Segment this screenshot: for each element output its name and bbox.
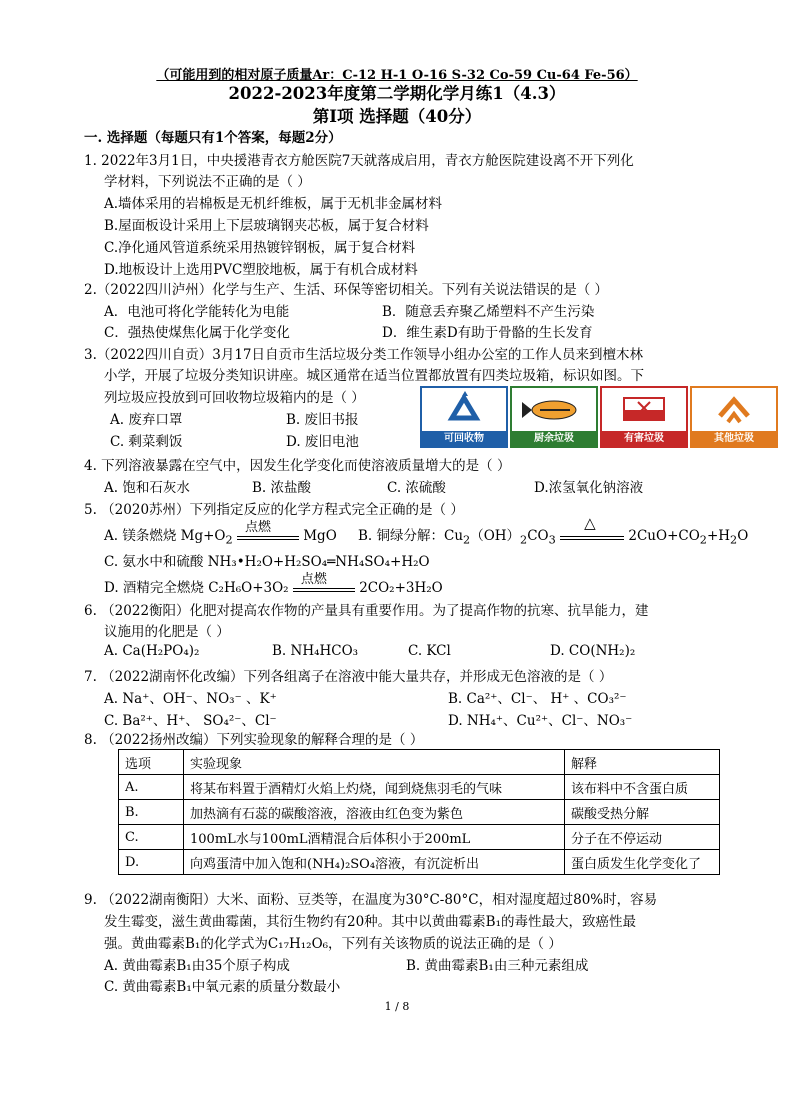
row-phenomenon: 向鸡蛋清中加入饱和(NH₄)₂SO₄溶液，有沉淀析出	[184, 850, 565, 875]
q3-stem-cont: 小学，开展了垃圾分类知识讲座。城区通常在适当位置都放置有四类垃圾箱，标识如图。下	[104, 368, 644, 384]
hazardous-waste-label: 有害垃圾	[602, 431, 686, 446]
q3-option-c: C. 剩菜剩饭	[110, 434, 183, 450]
q6-stem-cont: 议施用的化肥是（ ）	[104, 624, 230, 640]
kitchen-waste-label: 厨余垃圾	[512, 431, 596, 446]
q9-stem-cont2: 强。黄曲霉素B₁的化学式为C₁₇H₁₂O₆，下列有关该物质的说法正确的是（ ）	[104, 936, 562, 952]
q9-option-c: C. 黄曲霉素B₁中氧元素的质量分数最小	[104, 979, 341, 995]
q5-b-condition: △	[584, 513, 596, 532]
part-heading: 一. 选择题（每题只有1个答案，每题2分）	[84, 130, 342, 146]
q1-option-a: A.墙体采用的岩棉板是无机纤维板，属于无机非金属材料	[104, 196, 443, 212]
row-option: A.	[119, 775, 184, 800]
q1-stem: 1. 2022年3月1日，中央援港青衣方舱医院7天就落成启用，青衣方舱医院建设离不开下列化	[84, 153, 634, 169]
q5-option-a: A. 镁条燃烧 $Mg+O_2$ 点燃 MgO	[104, 524, 337, 547]
waste-bin-signs	[420, 386, 775, 446]
q2-stem: 2.（2022四川泸州）化学与生产、生活、环保等密切相关。下列有关说法错误的是（ ）	[84, 282, 609, 298]
q5-a-arrow	[237, 519, 299, 544]
q2-option-a: A．电池可将化学能转化为电能	[104, 304, 290, 320]
recycle-icon	[422, 388, 506, 432]
hazardous-waste-sign	[600, 386, 688, 448]
atomic-masses-note: （可能用到的相对原子质量Ar：C-12 H-1 O-16 S-32 Co-59 Cu-64 Fe-56）	[156, 68, 638, 83]
table-row	[119, 825, 720, 850]
q2-option-c: C．强热使煤焦化属于化学变化	[104, 325, 290, 341]
recyclable-label: 可回收物	[422, 431, 506, 446]
other-waste-icon	[692, 388, 776, 432]
header-option: 选项	[119, 750, 184, 775]
q5-stem: 5. （2020苏州）下列指定反应的化学方程式完全正确的是（ ）	[84, 502, 464, 518]
q5-b-reactant: B. 铜绿分解：Cu	[358, 528, 464, 544]
q5-b-products: 2CuO+CO	[628, 528, 700, 544]
page-title: 2022-2023年度第二学期化学月练1（4.3）	[228, 84, 566, 103]
page-number: 1 / 8	[384, 1000, 410, 1013]
kitchen-waste-sign	[510, 386, 598, 448]
q1-option-c: C.净化通风管道系统采用热镀锌钢板，属于复合材料	[104, 240, 416, 256]
q5-d-products: 2CO₂+3H₂O	[359, 580, 443, 596]
header-phenomenon: 实验现象	[184, 750, 565, 775]
table-row	[119, 800, 720, 825]
row-explanation: 分子在不停运动	[565, 825, 720, 850]
header-explanation: 解释	[565, 750, 720, 775]
q7-option-a: A. Na⁺、OH⁻、NO₃⁻ 、K⁺	[104, 691, 277, 707]
q4-option-a: A. 饱和石灰水	[104, 480, 190, 496]
q2-option-d: D．维生素D有助于骨骼的生长发育	[382, 325, 593, 341]
q9-stem: 9. （2022湖南衡阳）大米、面粉、豆类等，在温度为30°C-80°C，相对湿度超过80%时，容易	[84, 892, 658, 908]
q5-b-oxygen: O	[737, 528, 749, 544]
q9-option-a: A. 黄曲霉素B₁由35个原子构成	[104, 958, 290, 974]
q5-d-condition: 点燃	[300, 571, 327, 587]
row-phenomenon: 将某布料置于酒精灯火焰上灼烧，闻到烧焦羽毛的气味	[184, 775, 565, 800]
q5-b-water: +H	[706, 528, 731, 544]
q9-stem-cont: 发生霉变，滋生黄曲霉菌，其衍生物约有20种。其中以黄曲霉素B₁的毒性最大，致癌性最	[104, 914, 637, 930]
other-waste-label: 其他垃圾	[692, 431, 776, 446]
q8-stem: 8. （2022扬州改编）下列实验现象的解释合理的是（ ）	[84, 732, 424, 748]
q6-option-b: B. NH₄HCO₃	[272, 643, 359, 659]
row-option: B.	[119, 800, 184, 825]
q6-option-c: C. KCl	[408, 643, 451, 659]
q5-b-hydroxide: （OH）	[470, 528, 521, 544]
row-explanation: 碳酸受热分解	[565, 800, 720, 825]
recyclable-bin-sign	[420, 386, 508, 448]
q7-option-d: D. NH₄⁺、Cu²⁺、Cl⁻、NO₃⁻	[448, 713, 633, 729]
q1-option-d: D.地板设计上选用PVC塑胶地板，属于有机合成材料	[104, 262, 418, 278]
section-title: 第Ⅰ项 选择题（40分）	[312, 107, 482, 126]
q5-option-c: C. 氨水中和硫酸 NH₃•H₂O+H₂SO₄═NH₄SO₄+H₂O	[104, 554, 430, 570]
row-phenomenon: 100mL水与100mL酒精混合后体积小于200mL	[184, 825, 565, 850]
hazard-icon	[602, 388, 686, 432]
fish-bone-icon	[512, 388, 596, 432]
q5-option-d	[104, 571, 443, 596]
q5-a-product: MgO	[303, 528, 337, 544]
q1-stem-cont: 学材料，下列说法不正确的是（ ）	[104, 174, 311, 190]
q1-option-b: B.屋面板设计采用上下层玻璃钢夹芯板，属于复合材料	[104, 218, 429, 234]
q5-a-condition: 点燃	[244, 519, 271, 535]
q5-d-reactants: D. 酒精完全燃烧 C₂H₆O+3O₂	[104, 580, 289, 596]
q3-stem: 3.（2022四川自贡）3月17日自贡市生活垃圾分类工作领导小组办公室的工作人员来到檀木林	[84, 347, 644, 363]
row-option: D.	[119, 850, 184, 875]
table-header-row	[119, 750, 720, 775]
q4-option-d: D.浓氢氧化钠溶液	[534, 480, 644, 496]
table-row	[119, 775, 720, 800]
q7-option-c: C. Ba²⁺、H⁺、 SO₄²⁻、Cl⁻	[104, 713, 277, 729]
q6-stem: 6. （2022衡阳）化肥对提高农作物的产量具有重要作用。为了提高作物的抗寒、抗旱能力，建	[84, 603, 649, 619]
row-phenomenon: 加热滴有石蕊的碳酸溶液，溶液由红色变为紫色	[184, 800, 565, 825]
q6-option-d: D. CO(NH₂)₂	[550, 643, 636, 659]
q3-option-d: D. 废旧电池	[286, 434, 359, 450]
q7-stem: 7. （2022湖南怀化改编）下列各组离子在溶液中能大量共存，并形成无色溶液的是（ ）	[84, 669, 613, 685]
row-explanation: 该布料中不含蛋白质	[565, 775, 720, 800]
q7-option-b: B. Ca²⁺、Cl⁻、 H⁺ 、CO₃²⁻	[448, 691, 627, 707]
q3-option-a: A. 废弃口罩	[110, 412, 183, 428]
table-row	[119, 850, 720, 875]
q5-d-arrow	[293, 571, 355, 596]
q5-a-reactants: A. 镁条燃烧 Mg+O	[104, 528, 226, 544]
q5-option-b: B. 铜绿分解：$Cu_2(OH)_2CO_3$ △ $2CuO+CO_2+H_2O$	[358, 513, 749, 547]
other-waste-sign	[690, 386, 778, 448]
q3-option-b: B. 废旧书报	[286, 412, 359, 428]
q6-option-a: A. Ca(H₂PO₄)₂	[104, 643, 200, 659]
q3-stem-cont2: 列垃圾应投放到可回收物垃圾箱内的是（ ）	[104, 390, 365, 406]
q5-b-carbonate: CO	[527, 528, 549, 544]
row-option: C.	[119, 825, 184, 850]
q4-option-b: B. 浓盐酸	[252, 480, 312, 496]
q4-stem: 4. 下列溶液暴露在空气中，因发生化学变化而使溶液质量增大的是（ ）	[84, 458, 511, 474]
q9-option-b: B. 黄曲霉素B₁由三种元素组成	[406, 958, 589, 974]
q5-b-arrow	[560, 513, 624, 544]
q2-option-b: B．随意丢弃聚乙烯塑料不产生污染	[382, 304, 595, 320]
row-explanation: 蛋白质发生化学变化了	[565, 850, 720, 875]
q4-option-c: C. 浓硫酸	[387, 480, 446, 496]
q8-table	[118, 749, 720, 875]
